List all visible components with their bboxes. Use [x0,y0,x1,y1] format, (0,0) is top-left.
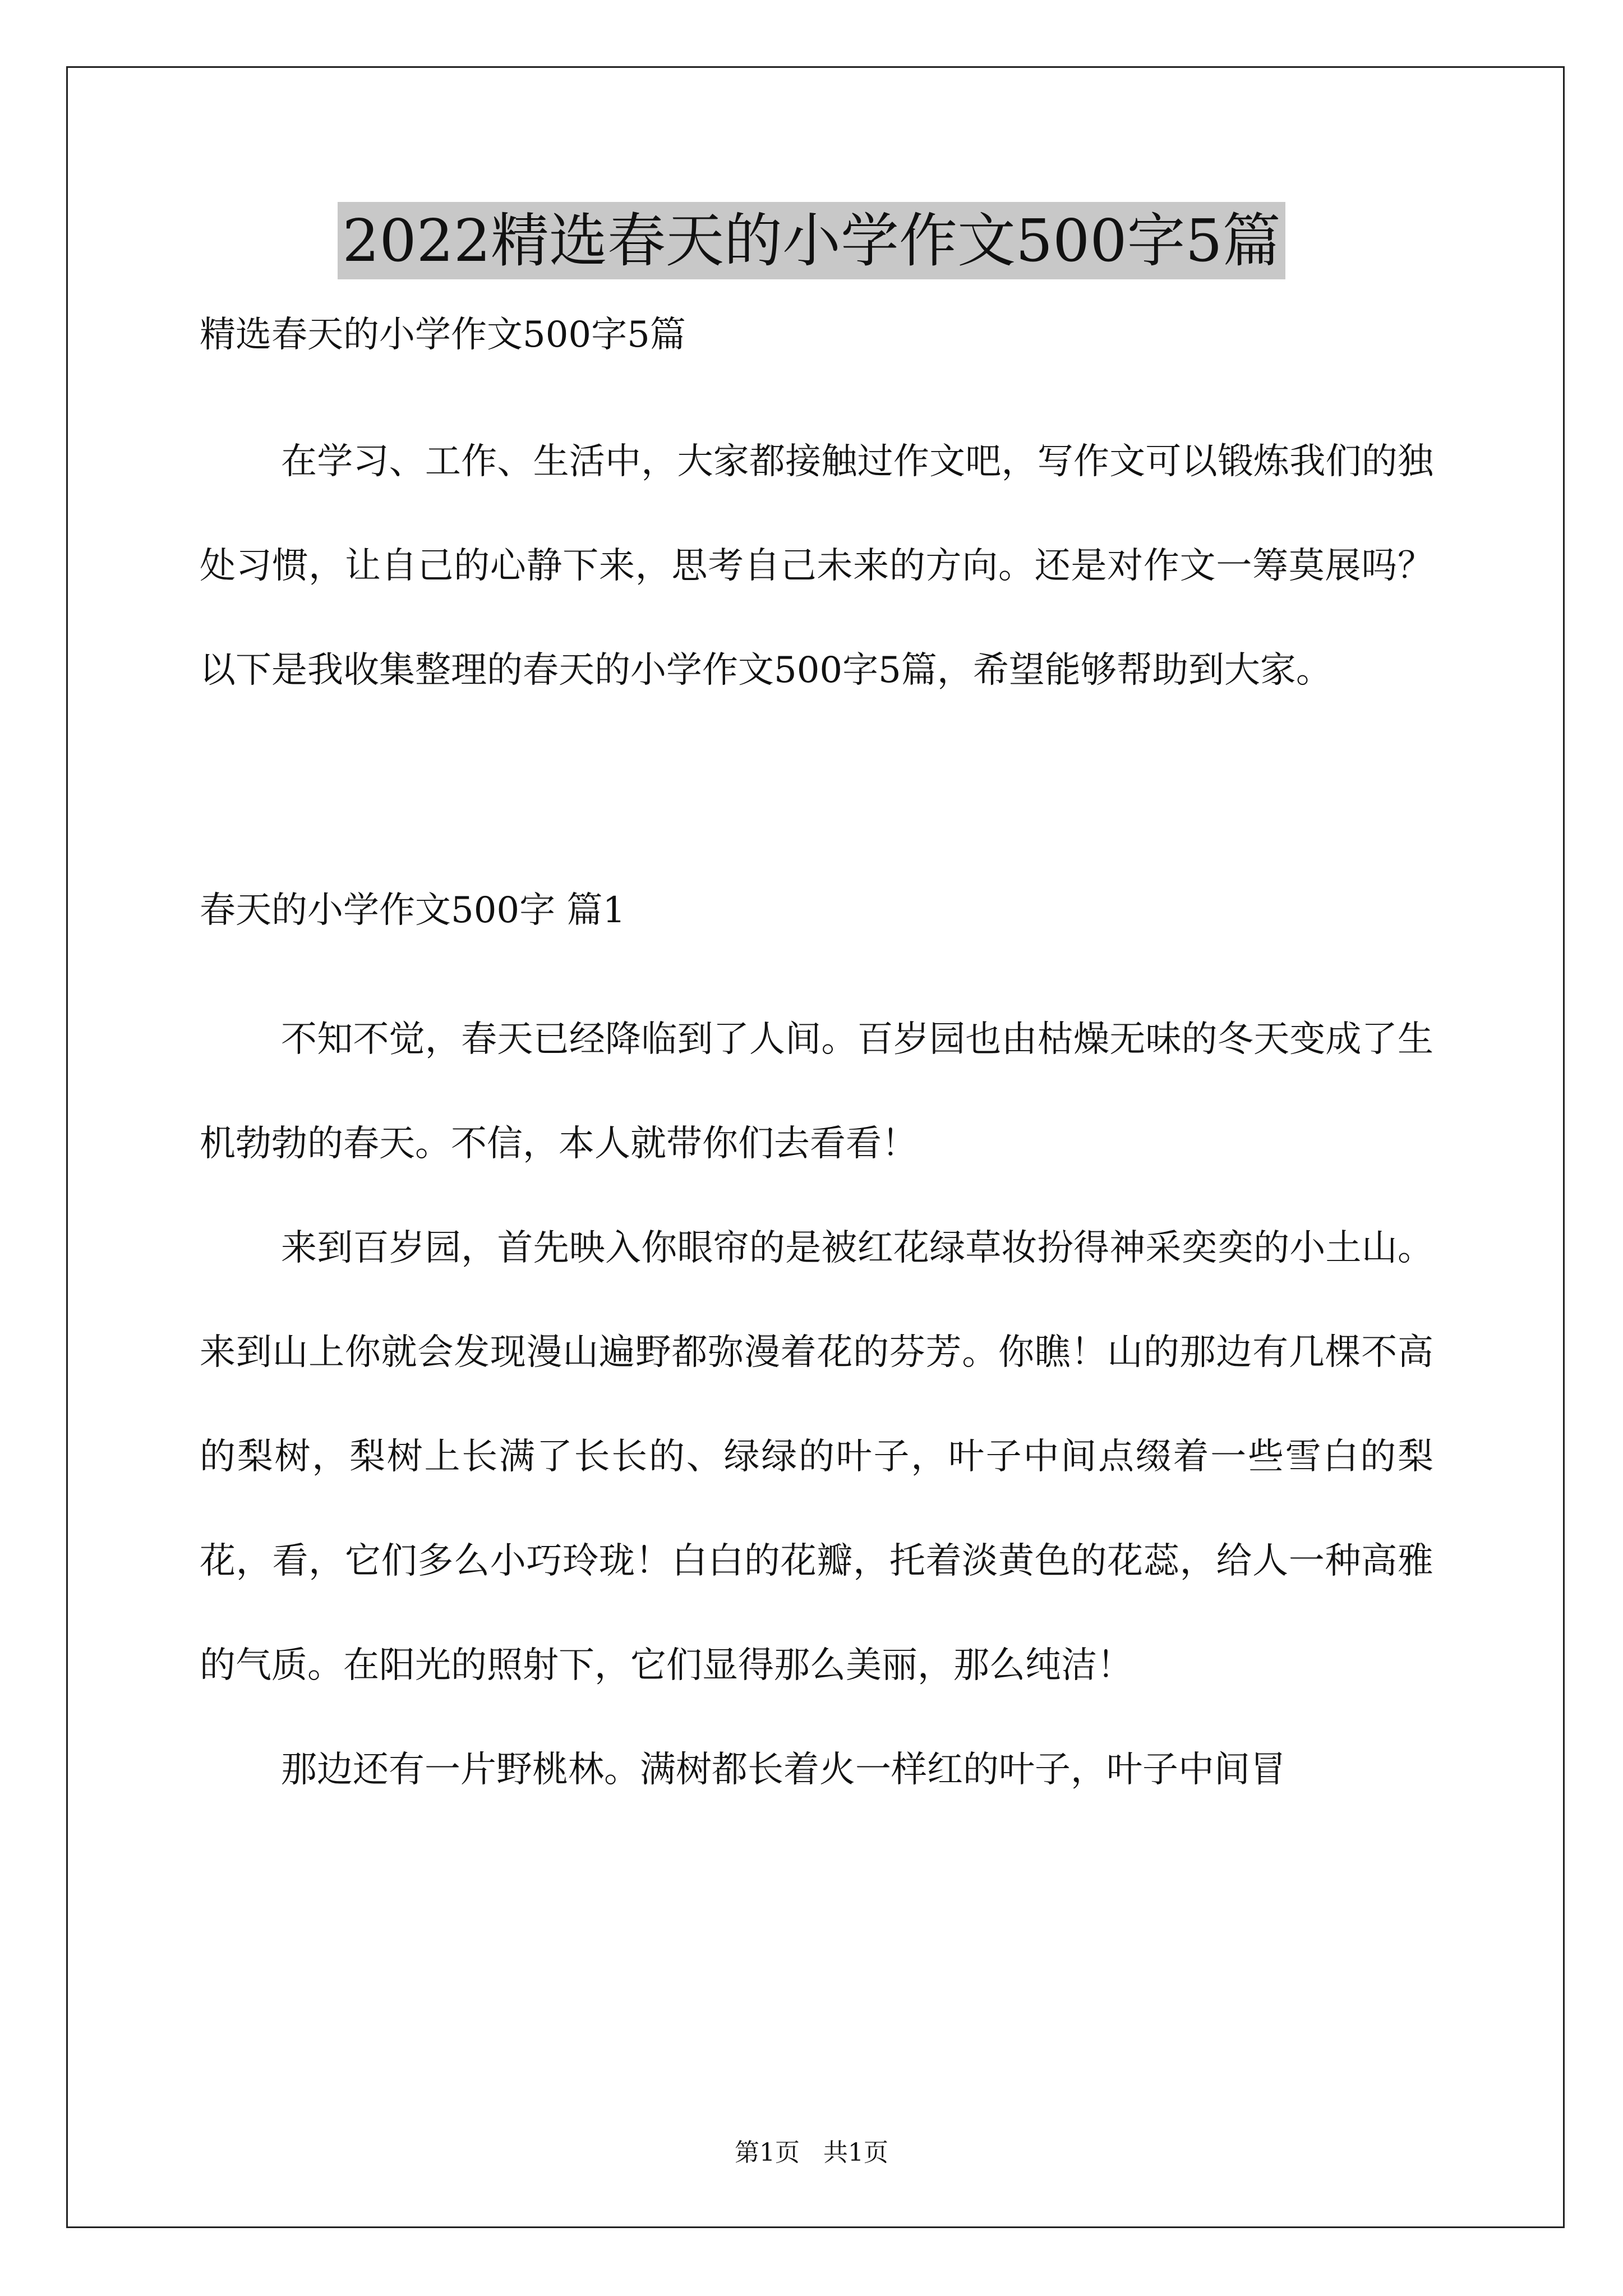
document-title-text: 2022精选春天的小学作文500字5篇 [338,202,1285,279]
section-heading: 春天的小学作文500字 篇1 [200,890,626,931]
intro-paragraph: 在学习、工作、生活中，大家都接触过作文吧，写作文可以锻炼我们的独处习惯，让自己的心静下来，思考自己未来的方向。还是对作文一筹莫展吗？以下是我收集整理的春天的小学作文500字5篇，希望能够帮助到大家。 [200,441,1433,691]
document-title [0,202,1623,279]
body-paragraph: 来到百岁园，首先映入你眼帘的是被红花绿草妆扮得神采奕奕的小土山。来到山上你就会发现漫山遍野都弥漫着花的芬芳。你瞧！山的那边有几棵不高的梨树，梨树上长满了长长的、绿绿的叶子，叶子中间点缀着一些雪白的梨花，看，它们多么小巧玲珑！白白的花瓣，托着淡黄色的花蕊，给人一种高雅的气质。在阳光的照射下，它们显得那么美丽，那么纯洁！ [200,1227,1433,1686]
document-body [200,310,1433,1822]
page-footer: 第1页 共1页 [735,2138,888,2167]
document-subtitle: 精选春天的小学作文500字5篇 [200,314,686,356]
body-paragraph: 不知不觉，春天已经降临到了人间。百岁园也由枯燥无味的冬天变成了生机勃勃的春天。不信，本人就带你们去看看！ [200,1019,1433,1165]
body-paragraph: 那边还有一片野桃林。满树都长着火一样红的叶子，叶子中间冒 [281,1749,1286,1791]
